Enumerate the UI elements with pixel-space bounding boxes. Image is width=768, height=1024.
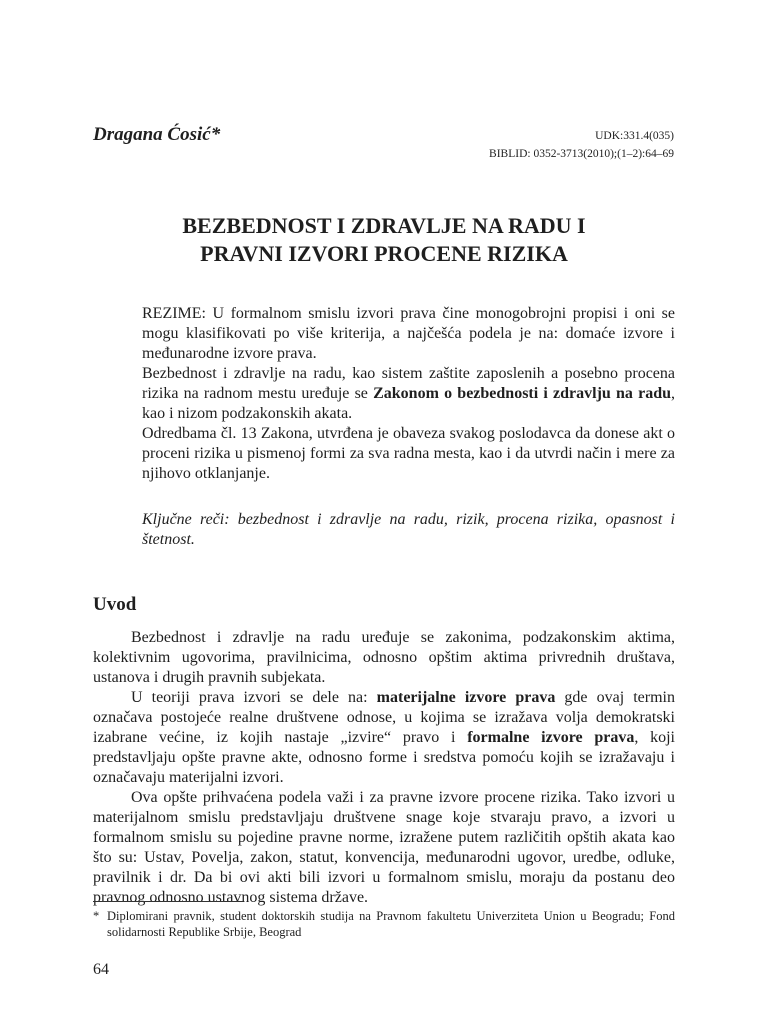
body-text-run: gde ovaj termin označava postojeće realne društvene odnose, u kojima se izražava volja demokratski izabrane većine, iz kojih nastaje „izvire“ pravo i xyxy=(93,689,675,746)
bold-term: materijalne izvore prava xyxy=(376,689,556,706)
body-text xyxy=(93,628,675,908)
abstract-text: , kao i nizom podzakonskih akata. xyxy=(142,385,676,422)
law-name: Zakonom o bezbednosti i zdravlju na radu xyxy=(373,385,672,402)
body-paragraph xyxy=(93,688,675,788)
page-number: 64 xyxy=(93,961,109,978)
abstract-paragraph: Odredbama čl. 13 Zakona, utvrđena je obaveza svakog poslodavca da donese akt o proceni rizika u pismenoj formi za sva radna mesta, kao i da utvrdi način i mere za njihovo otklanjanje. xyxy=(142,425,675,482)
author-name: Dragana Ćosić* xyxy=(93,124,221,145)
footnote xyxy=(93,908,675,940)
abstract-paragraph xyxy=(142,364,675,424)
footnote-mark: * xyxy=(93,909,100,923)
bibliographic-info xyxy=(489,127,674,163)
article-title xyxy=(93,212,675,268)
abstract xyxy=(142,304,675,484)
title-line-2: PRAVNI IZVORI PROCENE RIZIKA xyxy=(200,241,568,266)
body-text-run: U teoriji prava izvori se dele na: xyxy=(131,689,377,706)
biblid-code: BIBLID: 0352-3713(2010);(1–2):64–69 xyxy=(489,148,674,160)
abstract-paragraph: REZIME: U formalnom smislu izvori prava čine monogobrojni propisi i oni se mogu klasifikovati po više kriterija, a najčešća podela je na: domaće izvore i međunarodne izvore prava. xyxy=(142,305,675,362)
abstract-text: Bezbednost i zdravlje na radu, kao sistem zaštite zaposlenih a posebno procena rizika na radnom mestu uređuje se xyxy=(142,365,675,402)
bold-term: formalne izvore prava xyxy=(467,729,635,746)
body-paragraph: Bezbednost i zdravlje na radu uređuje se zakonima, podzakonskim aktima, kolektivnim ugovorima, pravilnicima, odnosno opštim aktima privrednih društava, ustanova i drugih pravnih subjekata. xyxy=(93,629,675,686)
footnote-divider xyxy=(93,901,243,902)
title-line-1: BEZBEDNOST I ZDRAVLJE NA RADU I xyxy=(182,213,586,238)
section-heading: Uvod xyxy=(93,594,137,615)
body-text-run: , koji predstavljaju opšte pravne akte, odnosno forme i sredstva pomoću kojih se izražavaju i označavaju materijalni izvori. xyxy=(93,729,676,786)
keywords: Ključne reči: bezbednost i zdravlje na radu, rizik, procena rizika, opasnost i štetnost. xyxy=(142,511,675,548)
body-paragraph: Ova opšte prihvaćena podela važi i za pravne izvore procene rizika. Tako izvori u materijalnom smislu predstavljaju društvene snage koje stvaraju pravo, a izvori u formalnom smislu su pojedine pravne norme, izražene putem različitih opštih akata kao što su: Ustav, Povelja, zakon, statut, konvencija, međunarodni ugovor, uredbe, odluke, pravilnik i dr. Da bi ovi akti bili izvori u formalnom smislu, moraju da postanu deo pravnog odnosno ustavnog sistema države. xyxy=(93,789,675,906)
footnote-text: Diplomirani pravnik, student doktorskih studija na Pravnom fakultetu Univerziteta Union u Beogradu; Fond solidarnosti Republike Srbije, Beograd xyxy=(107,909,675,939)
udk-code: UDK:331.4(035) xyxy=(595,130,674,142)
